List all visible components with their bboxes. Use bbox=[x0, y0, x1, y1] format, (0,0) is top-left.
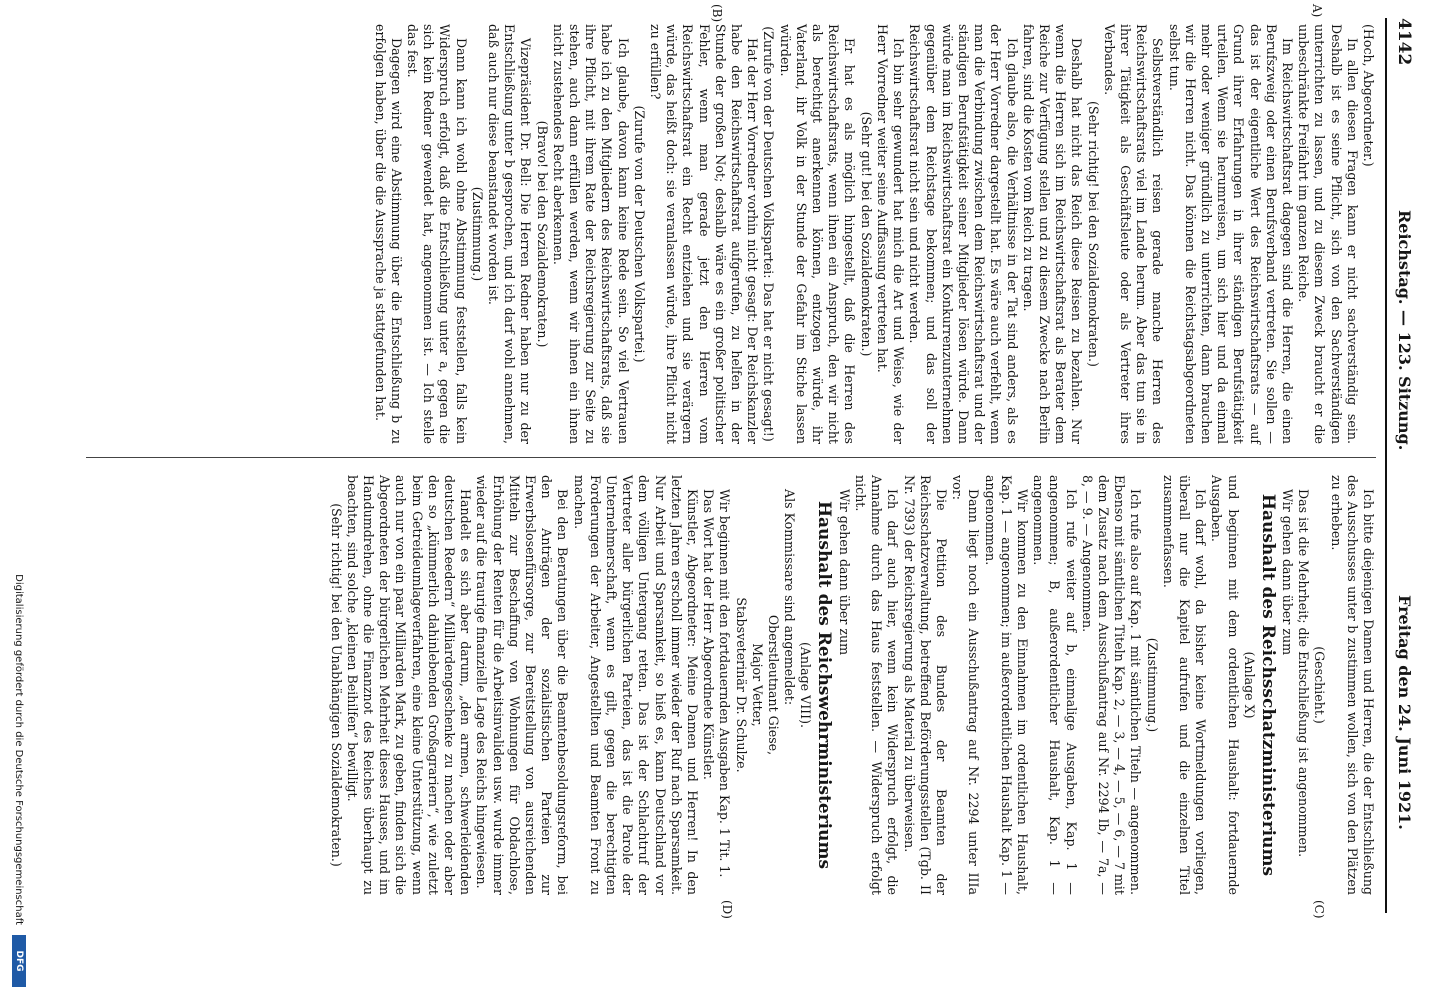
paragraph: Ich bitte diejenigen Damen und Herren, die der Entschließung des Ausschusses unter b zustimmen wollen, sich von den Plätzen zu erheben. bbox=[1328, 475, 1376, 895]
paragraph: Ich rufe also auf Kap. 1 mit sämtlichen Titeln — angenommen. Ebenso mit sämtlichen Titeln Kap. 2, — 3, — 4, — 5, — 6, — 7 mit dem Zusatz nach dem Ausschußantrag auf Nr. 2294 Ib, — 7a, — 8, — 9. — Angenommen. bbox=[1079, 475, 1144, 895]
page-number: 4142 bbox=[1394, 18, 1414, 66]
paragraph: Als Kommissare sind angemeldet: bbox=[782, 489, 798, 706]
margin-marker-d: (D) bbox=[720, 900, 734, 919]
paragraph: Ich darf auch hier, wenn kein Widerspruch erfolgt, die Annahme durch das Haus feststellen. — Widerspruch erfolgt nicht. bbox=[852, 475, 901, 895]
interjection: (Sehr richtig! bei den Unabhängigen Sozialdemokraten.) bbox=[328, 503, 344, 867]
quoted-motion: Die Petition des Bundes der Beamten der Reichsschatzverwaltung, betreffend Beförderungsstellen (Tgb. II Nr. 7393) der Reichsregierung als Material zu überweisen. bbox=[901, 475, 949, 895]
paragraph: Wir gehen dann über zum bbox=[836, 489, 852, 656]
paragraph: Das ist die Mehrheit; die Entschließung ist angenommen. bbox=[1296, 489, 1312, 858]
paragraph: Handelt es sich aber darum, „den armen, schwerleidenden deutschen Reedern“ Milliardengeschenke zu machen oder aber den so „kümmerlich dahinlebenden Großagrariern“, wie zuletzt beim Getreideumlageverfahren, eine kleine Unterstützung, wenn auch nur von ein paar Milliarden Mark, zu geben, finden sich die Abgeordneten der bürgerlichen Mehrheit dieses Hauses, und im Handumdrehen, ohne die Finanznot des Reiches überhaupt zu beachten, sind solche „kleinen Beihilfen“ bewilligt. bbox=[344, 475, 474, 895]
commissioner-entry: Major Vetter, bbox=[749, 643, 765, 727]
page-header bbox=[1378, 0, 1434, 1000]
left-text-column bbox=[371, 24, 1376, 444]
paragraph: Selbstverständlich reisen gerade manche Herren des Reichswirtschaftsrats viel im Lande herum. Aber das tun sie in ihrer Tätigkeit als Geschäftsleute oder als Vertreter ihres Verbandes. bbox=[1101, 24, 1166, 444]
paragraph: Vizepräsident Dr. Bell: Die Herren Redner haben nur zu der Entschließung unter b gesprochen, und ich darf wohl annehmen, daß auch nur diese beanstandet worden ist. bbox=[486, 24, 534, 444]
dfg-credit: Digitalisierung gefördert durch die Deutsche Forschungsgemeinschaft bbox=[13, 574, 24, 925]
paragraph: Ich rufe weiter auf b, einmalige Ausgaben, Kap. 1 — angenommen; B, außerordentlicher Haushalt, Kap. 1 — angenommen. bbox=[1031, 475, 1079, 895]
paragraph: Ich bin sehr gewundert hat mich die Art und Weise, wie der Herr Vorredner weiter seine Auffassung vertreten hat. bbox=[874, 24, 907, 444]
paragraph: Er hat es als möglich hingestellt, daß die Herren des Reichswirtschaftsrats, wenn ihnen ein Anspruch, den wir nicht als berechtigt anerkennen können, entzogen würde, ihr Vaterland, ihr Volk in der Stunde der Gefahr im Stiche lassen würden. bbox=[777, 24, 858, 444]
margin-marker-c: (C) bbox=[1312, 900, 1326, 919]
interjection: (Zustimmung.) bbox=[469, 186, 485, 282]
paragraph: Dann liegt noch ein Ausschußantrag auf Nr. 2294 unter IIIa vor: bbox=[950, 475, 982, 895]
paragraph: Wir kommen zu den Einnahmen im ordentlichen Haushalt, Kap. 1 — angenommen; im außerordentlichen Haushalt Kap. 1 — angenommen. bbox=[982, 475, 1030, 895]
commissioner-entry: Oberstleutnant Giese, bbox=[766, 614, 782, 756]
section-heading bbox=[1257, 475, 1279, 895]
header-session-title: Reichstag. — 123. Sitzung. bbox=[1395, 210, 1414, 451]
interjection: (Zurufe von der Deutschen Volkspartei: Das hat er nicht gesagt!) bbox=[761, 26, 777, 442]
paragraph: Wir beginnen mit den fortdauernden Ausgaben Kap. 1 Tit. 1. bbox=[717, 489, 733, 878]
section-heading-text: Haushalt des Reichsschatzministeriums bbox=[1257, 493, 1278, 877]
paragraph: In allen diesen Fragen kann er nicht sachverständig sein. Deshalb ist es seine Pflicht, sich von den Sachverständigen unterrichten zu lassen, und zu diesem Zweck braucht er die unbeschränkte Freifahrt im ganzen Reiche. bbox=[1296, 24, 1360, 444]
margin-marker-a: A) bbox=[1310, 4, 1324, 18]
paragraph: Dagegen wird eine Abstimmung über die Entschließung b zu erfolgen haben, über die die Aussprache ja stattgefunden hat. bbox=[372, 24, 404, 444]
interjection: (Zustimmung.) bbox=[1144, 637, 1160, 733]
interjection: (Sehr gut! bei den Sozialdemokraten.) bbox=[858, 111, 874, 357]
paragraph: und beginnen mit dem ordentlichen Haushalt: fortdauernde Ausgaben. bbox=[1209, 475, 1241, 895]
paragraph: Ich darf wohl, da bisher keine Wortmeldungen vorliegen, überall nur die Kapitel aufrufen und die einzelnen Titel zusammenfassen. bbox=[1160, 475, 1209, 895]
paragraph: Dann kann ich wohl ohne Abstimmung feststellen, falls kein Widerspruch erfolgt, daß die Entschließung unter a, gegen die sich kein Redner gewendet hat, angenommen ist. — Ich stelle das fest. bbox=[405, 24, 469, 444]
annex-reference: (Anlage VIII). bbox=[798, 641, 814, 729]
paragraph: Ich glaube, davon kann keine Rede sein. So viel Vertrauen habe ich zu den Mitgliedern des Reichswirtschaftsrats, daß sie ihre Pflicht, mit ihrem Rate der Reichsregierung zur Seite zu stehen, auch dann erfüllen werden, wenn wir ihnen ein ihnen nicht zustehendes Recht aberkennen. bbox=[550, 24, 631, 444]
interjection: (Zurufe von der Deutschen Volkspartei.) bbox=[631, 105, 647, 363]
section-heading-text: Haushalt des Reichswehrministeriums bbox=[814, 500, 835, 870]
paragraph: Im Reichswirtschaftsrat dagegen sind die Herren, die einen Berufszweig oder einen Berufsverband vertreten. Sie sollen — das ist der eigentliche Wert des Reichswirtschaftsrats — auf Grund ihrer Erfahrungen in ihrer ständigen Berufstätigkeit urteilen. Wenn sie herumreisen, um sich hier und da einmal mehr oder weniger gründlich zu unterrichten, dann brauchen wir die Herren nicht. Das können die Reichstagsabgeordneten selbst tun. bbox=[1166, 24, 1295, 444]
commissioner-entry: Stabsveterinär Dr. Schulze. bbox=[733, 597, 749, 773]
dfg-logo-icon: DFG bbox=[12, 935, 26, 987]
interjection: (Geschieht.) bbox=[1312, 646, 1328, 724]
paragraph: Bei den Beratungen über die Beamtenbesoldungsreform, bei den Anträgen der sozialistischen Parteien zur Erwerbslosenfürsorge, zur Bereitstellung von ausreichenden Mitteln zur Beschaffung von Wohnungen für Obdachlose, Erhöhung der Renten für die Arbeitsinvaliden usw. wurde immer wieder auf die traurige finanzielle Lage des Reichs hingewiesen. bbox=[474, 475, 571, 895]
column-divider bbox=[86, 457, 1376, 458]
paragraph: Deshalb hat nicht das Reich diese Reisen zu bezahlen. Nur wenn die Herren sich im Reichswirtschaftsrat als Berater dem Reiche zur Verfügung stellen und zu diesem Zwecke nach Berlin fahren, sind die Kosten vom Reich zu tragen. bbox=[1020, 24, 1085, 444]
interjection: (Bravo! bei den Sozialdemokraten.) bbox=[534, 120, 550, 348]
right-text-column bbox=[327, 475, 1376, 895]
paragraph: Ich glaube also, die Verhältnisse in der Tat sind anders, als es der Herr Vorredner dargestellt hat. Es wäre auch verfehlt, wenn man die Verbindung zwischen dem Reichswirtschaftsrat und der ständigen Berufstätigkeit seiner Mitglieder lösen würde. Dann würde man im Reichswirtschaftsrat ein Konkurrenzunternehmen gegenüber dem Reichstage bekommen; und das soll der Reichswirtschaftsrat nicht sein und nicht werden. bbox=[907, 24, 1020, 444]
header-date: Freitag den 24. Juni 1921. bbox=[1395, 595, 1414, 830]
paragraph: Das Wort hat der Herr Abgeordnete Künstler. bbox=[701, 489, 717, 780]
paragraph: Wir gehen dann über zum bbox=[1279, 489, 1295, 656]
digitization-footer bbox=[4, 0, 34, 1000]
paragraph: Hat der Herr Vorredner vorhin nicht gesagt: Der Reichskanzler habe den Reichswirtschaftsrat aufgerufen, zu helfen in der Stunde der großen Not; deshalb wäre es ein großer politischer Fehler, wenn man gerade jetzt den Herren vom Reichswirtschaftsrat ein Recht entziehen und sie verärgern würde, das heißt doch: sie veranlassen würde, ihre Pflicht nicht zu erfüllen? bbox=[648, 24, 761, 444]
annex-reference: (Anlage X) bbox=[1241, 651, 1257, 719]
paragraph: (Hoch, Abgeordneter.) bbox=[1361, 24, 1376, 167]
header-rule bbox=[1385, 18, 1387, 913]
interjection: (Sehr richtig! bei den Sozialdemokraten.) bbox=[1085, 101, 1101, 367]
paragraph: Künstler, Abgeordneter: Meine Damen und Herren! In den letzten Jahren erscholl immer wieder der Ruf nach Sparsamkeit. Nur Arbeit und Sparsamkeit, so hieß es, kann Deutschland vor dem völligen Untergang retten. Das ist der Schlachtruf der Vertreter aller bürgerlichen Parteien, das ist die Parole der Unternehmerschaft, wenn es gilt, gegen die berechtigten Forderungen der Arbeiter, Angestellten und Beamten Front zu machen. bbox=[571, 475, 701, 895]
margin-marker-b: (B) bbox=[710, 4, 724, 23]
section-heading bbox=[814, 475, 836, 895]
